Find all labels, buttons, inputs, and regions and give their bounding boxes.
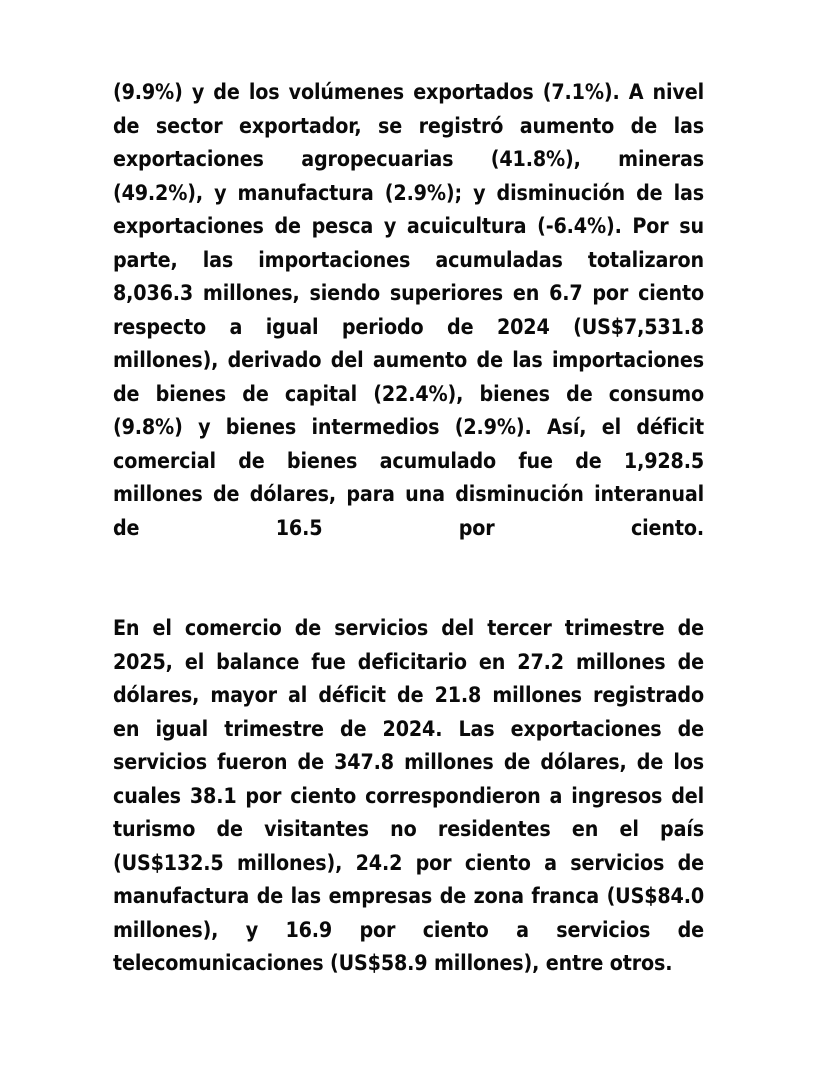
paragraph-trade-balance-services: En el comercio de servicios del tercer trimestre de 2025, el balance fue deficitario en 27.2 millones de dólares, mayor al déficit de 21.8 millones registrado en igual trimestre de 2024. Las exportaciones de servicios fueron de 347.8 millones de dólares, de los cuales 38.1 por ciento correspondieron a ingresos del turismo de visitantes no residentes en el país (US$132.5 millones), 24.2 por ciento a servicios de manufactura de las empresas de zona franca (US$84.0 millones), y 16.9 por ciento a servicios de telecomunicaciones (US$58.9 millones), entre otros. <box>113 616 704 976</box>
paragraph-trade-balance-goods: (9.9%) y de los volúmenes exportados (7.1%). A nivel de sector exportador, se registró aumento de las exportaciones agropecuarias (41.8%), mineras (49.2%), y manufactura (2.9%); y disminución de las exportaciones de pesca y acuicultura (-6.4%). Por su parte, las importaciones acumuladas totalizaron 8,036.3 millones, siendo superiores en 6.7 por ciento respecto a igual periodo de 2024 (US$7,531.8 millones), derivado del aumento de las importaciones de bienes de capital (22.4%), bienes de consumo (9.8%) y bienes intermedios (2.9%). Así, el déficit comercial de bienes acumulado fue de 1,928.5 millones de dólares, para una disminución interanual de 16.5 por ciento. <box>113 80 704 541</box>
document-text-body <box>113 76 713 981</box>
